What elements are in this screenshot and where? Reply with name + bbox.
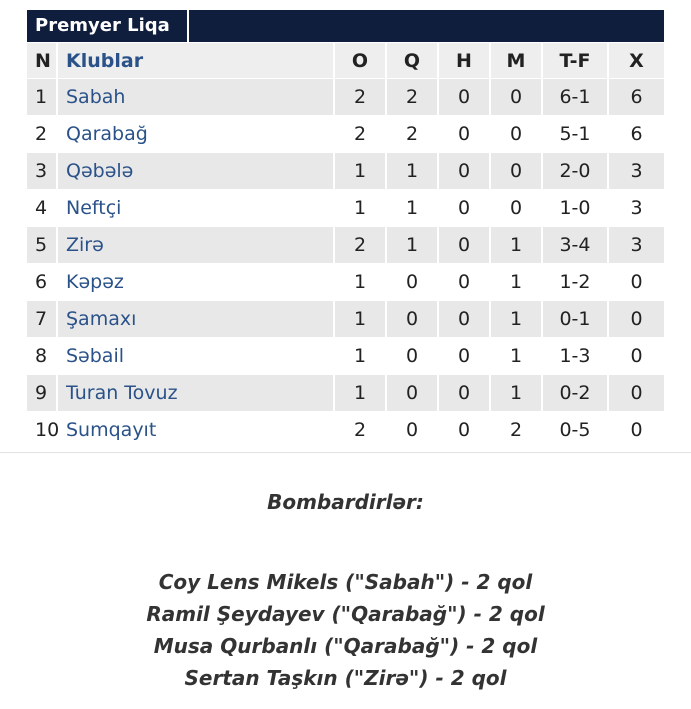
club-cell bbox=[58, 264, 335, 300]
wins-cell: 0 bbox=[387, 412, 439, 448]
played-cell: 2 bbox=[335, 116, 387, 152]
position-cell: 2 bbox=[27, 116, 58, 152]
losses-cell: 0 bbox=[491, 116, 543, 152]
played-cell: 1 bbox=[335, 375, 387, 411]
draws-cell: 0 bbox=[439, 79, 491, 115]
table-row bbox=[27, 301, 664, 337]
scorer-line: Ramil Şeydayev ("Qarabağ") - 2 qol bbox=[146, 602, 545, 626]
position-cell: 3 bbox=[27, 153, 58, 189]
played-cell: 1 bbox=[335, 301, 387, 337]
section-divider bbox=[0, 452, 691, 453]
scorer-line: Sertan Taşkın ("Zirə") - 2 qol bbox=[184, 666, 507, 690]
wins-cell: 0 bbox=[387, 301, 439, 337]
club-link[interactable]: Sabah bbox=[66, 86, 126, 108]
losses-cell: 1 bbox=[491, 264, 543, 300]
points-cell: 3 bbox=[609, 227, 664, 263]
draws-cell: 0 bbox=[439, 116, 491, 152]
draws-cell: 0 bbox=[439, 375, 491, 411]
header-losses: M bbox=[491, 43, 543, 78]
played-cell: 2 bbox=[335, 79, 387, 115]
table-row bbox=[27, 338, 664, 374]
league-title-tab[interactable]: Premyer Liqa bbox=[27, 10, 189, 42]
wins-cell: 0 bbox=[387, 264, 439, 300]
club-cell bbox=[58, 190, 335, 226]
header-position: N bbox=[27, 43, 58, 78]
draws-cell: 0 bbox=[439, 338, 491, 374]
club-link[interactable]: Neftçi bbox=[66, 197, 122, 219]
club-cell bbox=[58, 153, 335, 189]
club-cell bbox=[58, 412, 335, 448]
losses-cell: 0 bbox=[491, 79, 543, 115]
goals-cell: 0-1 bbox=[543, 301, 609, 337]
club-cell bbox=[58, 375, 335, 411]
points-cell: 6 bbox=[609, 116, 664, 152]
club-link[interactable]: Zirə bbox=[66, 234, 104, 256]
losses-cell: 2 bbox=[491, 412, 543, 448]
club-cell bbox=[58, 79, 335, 115]
goals-cell: 2-0 bbox=[543, 153, 609, 189]
standings-table bbox=[27, 42, 664, 449]
position-cell: 4 bbox=[27, 190, 58, 226]
wins-cell: 0 bbox=[387, 338, 439, 374]
header-points: X bbox=[609, 43, 664, 78]
draws-cell: 0 bbox=[439, 227, 491, 263]
points-cell: 0 bbox=[609, 375, 664, 411]
wins-cell: 1 bbox=[387, 153, 439, 189]
wins-cell: 2 bbox=[387, 116, 439, 152]
club-link[interactable]: Sumqayıt bbox=[66, 419, 157, 441]
points-cell: 3 bbox=[609, 153, 664, 189]
club-cell bbox=[58, 301, 335, 337]
goals-cell: 1-3 bbox=[543, 338, 609, 374]
draws-cell: 0 bbox=[439, 264, 491, 300]
position-cell: 8 bbox=[27, 338, 58, 374]
club-link[interactable]: Qəbələ bbox=[66, 160, 134, 182]
table-row bbox=[27, 375, 664, 411]
played-cell: 1 bbox=[335, 190, 387, 226]
points-cell: 0 bbox=[609, 264, 664, 300]
goals-cell: 0-5 bbox=[543, 412, 609, 448]
header-draws: H bbox=[439, 43, 491, 78]
wins-cell: 1 bbox=[387, 190, 439, 226]
position-cell: 5 bbox=[27, 227, 58, 263]
losses-cell: 0 bbox=[491, 153, 543, 189]
table-row bbox=[27, 79, 664, 115]
losses-cell: 1 bbox=[491, 227, 543, 263]
club-link[interactable]: Səbail bbox=[66, 345, 125, 367]
header-played: O bbox=[335, 43, 387, 78]
header-wins: Q bbox=[387, 43, 439, 78]
wins-cell: 2 bbox=[387, 79, 439, 115]
club-cell bbox=[58, 116, 335, 152]
losses-cell: 1 bbox=[491, 301, 543, 337]
table-row bbox=[27, 190, 664, 226]
points-cell: 3 bbox=[609, 190, 664, 226]
goals-cell: 1-2 bbox=[543, 264, 609, 300]
club-link[interactable]: Turan Tovuz bbox=[66, 382, 178, 404]
points-cell: 6 bbox=[609, 79, 664, 115]
table-row bbox=[27, 227, 664, 263]
points-cell: 0 bbox=[609, 338, 664, 374]
position-cell: 6 bbox=[27, 264, 58, 300]
table-row bbox=[27, 264, 664, 300]
draws-cell: 0 bbox=[439, 153, 491, 189]
draws-cell: 0 bbox=[439, 412, 491, 448]
goals-cell: 3-4 bbox=[543, 227, 609, 263]
table-row bbox=[27, 153, 664, 189]
points-cell: 0 bbox=[609, 412, 664, 448]
header-clubs[interactable]: Klublar bbox=[58, 43, 335, 78]
draws-cell: 0 bbox=[439, 301, 491, 337]
losses-cell: 1 bbox=[491, 375, 543, 411]
club-link[interactable]: Şamaxı bbox=[66, 308, 137, 330]
goals-cell: 6-1 bbox=[543, 79, 609, 115]
position-cell: 9 bbox=[27, 375, 58, 411]
goals-cell: 5-1 bbox=[543, 116, 609, 152]
position-cell: 7 bbox=[27, 301, 58, 337]
played-cell: 1 bbox=[335, 264, 387, 300]
club-cell bbox=[58, 227, 335, 263]
losses-cell: 1 bbox=[491, 338, 543, 374]
scorer-line: Musa Qurbanlı ("Qarabağ") - 2 qol bbox=[153, 634, 538, 658]
played-cell: 1 bbox=[335, 338, 387, 374]
top-scorers-section bbox=[0, 490, 691, 694]
wins-cell: 1 bbox=[387, 227, 439, 263]
played-cell: 1 bbox=[335, 153, 387, 189]
goals-cell: 1-0 bbox=[543, 190, 609, 226]
scorers-heading: Bombardirlər: bbox=[267, 490, 424, 514]
table-row bbox=[27, 412, 664, 448]
losses-cell: 0 bbox=[491, 190, 543, 226]
scorer-line: Coy Lens Mikels ("Sabah") - 2 qol bbox=[158, 570, 533, 594]
club-link[interactable]: Qarabağ bbox=[66, 123, 148, 145]
draws-cell: 0 bbox=[439, 190, 491, 226]
played-cell: 2 bbox=[335, 412, 387, 448]
table-header-row bbox=[27, 43, 664, 78]
club-link[interactable]: Kəpəz bbox=[66, 271, 124, 293]
club-cell bbox=[58, 338, 335, 374]
position-cell: 1 bbox=[27, 79, 58, 115]
wins-cell: 0 bbox=[387, 375, 439, 411]
standings-widget bbox=[27, 10, 664, 449]
title-bar bbox=[27, 10, 664, 42]
points-cell: 0 bbox=[609, 301, 664, 337]
table-row bbox=[27, 116, 664, 152]
header-goals: T-F bbox=[543, 43, 609, 78]
goals-cell: 0-2 bbox=[543, 375, 609, 411]
played-cell: 2 bbox=[335, 227, 387, 263]
position-cell: 10 bbox=[27, 412, 58, 448]
